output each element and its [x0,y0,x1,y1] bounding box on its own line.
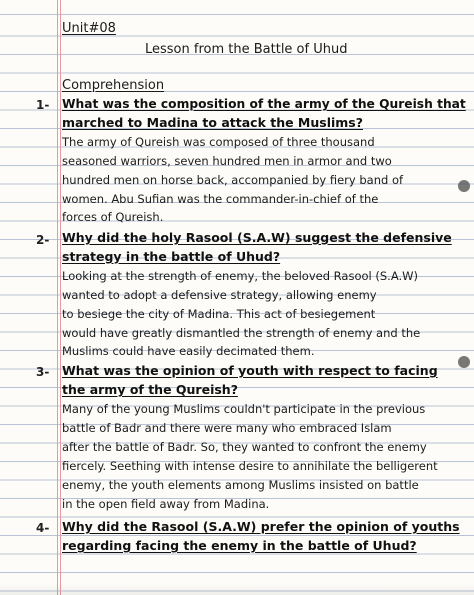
answer-2-line-4: would have greatly dismantled the strength of enemy and the [62,326,421,340]
question-1-line-1: What was the composition of the army of the Qureish that [62,97,466,111]
answer-1-line-3: hundred men on horse back, accompanied by fiery band of [62,173,404,187]
margin-line [60,0,61,595]
question-4-line-1: Why did the Rasool (S.A.W) prefer the opinion of youths [62,519,460,534]
answer-2-line-1: Looking at the strength of enemy, the beloved Rasool (S.A.W) [62,269,418,283]
answer-1-line-2: seasoned warriors, seven hundred men in armor and two [62,154,392,168]
question-number: 3- [36,365,50,379]
question-4-line-2: regarding facing the enemy in the battle of Uhud? [62,538,417,553]
question-2-line-2: strategy in the battle of Uhud? [62,249,281,264]
question-2-line-1: Why did the holy Rasool (S.A.W) suggest the defensive [62,230,452,245]
question-3-line-1: What was the opinion of youth with respect to facing [62,363,438,378]
answer-2-line-2: wanted to adopt a defensive strategy, allowing enemy [62,288,377,302]
answer-3-line-3: after the battle of Badr. So, they wanted to confront the enemy [62,440,427,454]
question-number: 2- [36,233,50,247]
punch-hole [458,180,470,192]
answer-2-line-5: Muslims could have easily decimated them. [62,344,315,358]
answer-3-line-4: fiercely. Seething with intense desire to annihilate the belligerent [62,459,438,473]
lesson-title: Lesson from the Battle of Uhud [145,42,348,57]
question-number: 1- [36,98,50,112]
punch-hole [458,356,470,368]
page-edge-shadow [0,583,474,595]
question-number: 4- [36,521,50,535]
answer-3-line-1: Many of the young Muslims couldn't participate in the previous [62,402,426,416]
answer-3-line-2: battle of Badr and there were many who embraced Islam [62,421,392,435]
answer-1-line-1: The army of Qureish was composed of three thousand [62,135,375,149]
section-heading: Comprehension [62,78,165,93]
question-1-line-2: marched to Madina to attack the Muslims? [62,115,363,130]
answer-3-line-6: in the open field away from Madina. [62,497,270,511]
question-3-line-2: the army of the Qureish? [62,382,238,397]
answer-1-line-5: forces of Qureish. [62,210,164,224]
answer-2-line-3: to besiege the city of Madina. This act of besiegement [62,307,376,321]
margin-line [57,0,58,595]
answer-1-line-4: women. Abu Sufian was the commander-in-chief of the [62,192,379,206]
answer-3-line-5: enemy, the youth elements among Muslims insisted on battle [62,478,419,492]
unit-heading: Unit#08 [62,21,116,36]
